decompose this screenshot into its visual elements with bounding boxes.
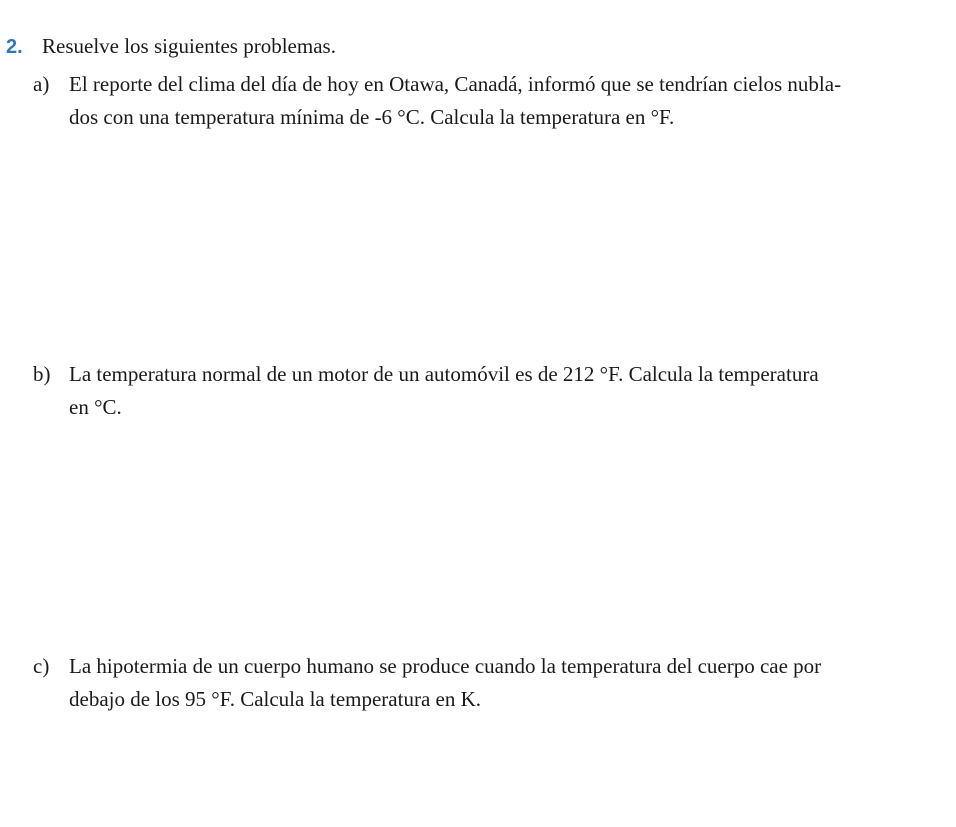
problem-text (69, 68, 951, 134)
problem-letter: c) (33, 654, 50, 678)
problem-line: La temperatura normal de un motor de un automóvil es de 212 °F. Calcula la temperatura (69, 362, 819, 386)
problem-line: El reporte del clima del día de hoy en Otawa, Canadá, informó que se tendrían cielos nubla- (69, 72, 842, 96)
problem-line: debajo de los 95 °F. Calcula la temperatura en K. (69, 687, 482, 711)
problem-text (69, 650, 951, 716)
section-title: Resuelve los siguientes problemas. (42, 34, 336, 58)
problem-line: en °C. (69, 395, 122, 419)
section-heading (6, 33, 336, 60)
problem-text (69, 358, 951, 424)
section-number: 2. (6, 36, 23, 58)
problem-line: La hipotermia de un cuerpo humano se produce cuando la temperatura del cuerpo cae por (69, 654, 822, 678)
problem-letter: b) (33, 362, 51, 386)
problem-line: dos con una temperatura mínima de -6 °C. Calcula la temperatura en °F. (69, 105, 675, 129)
problem-c (33, 650, 951, 716)
problem-a (33, 68, 951, 134)
problem-letter: a) (33, 72, 50, 96)
problem-b (33, 358, 951, 424)
